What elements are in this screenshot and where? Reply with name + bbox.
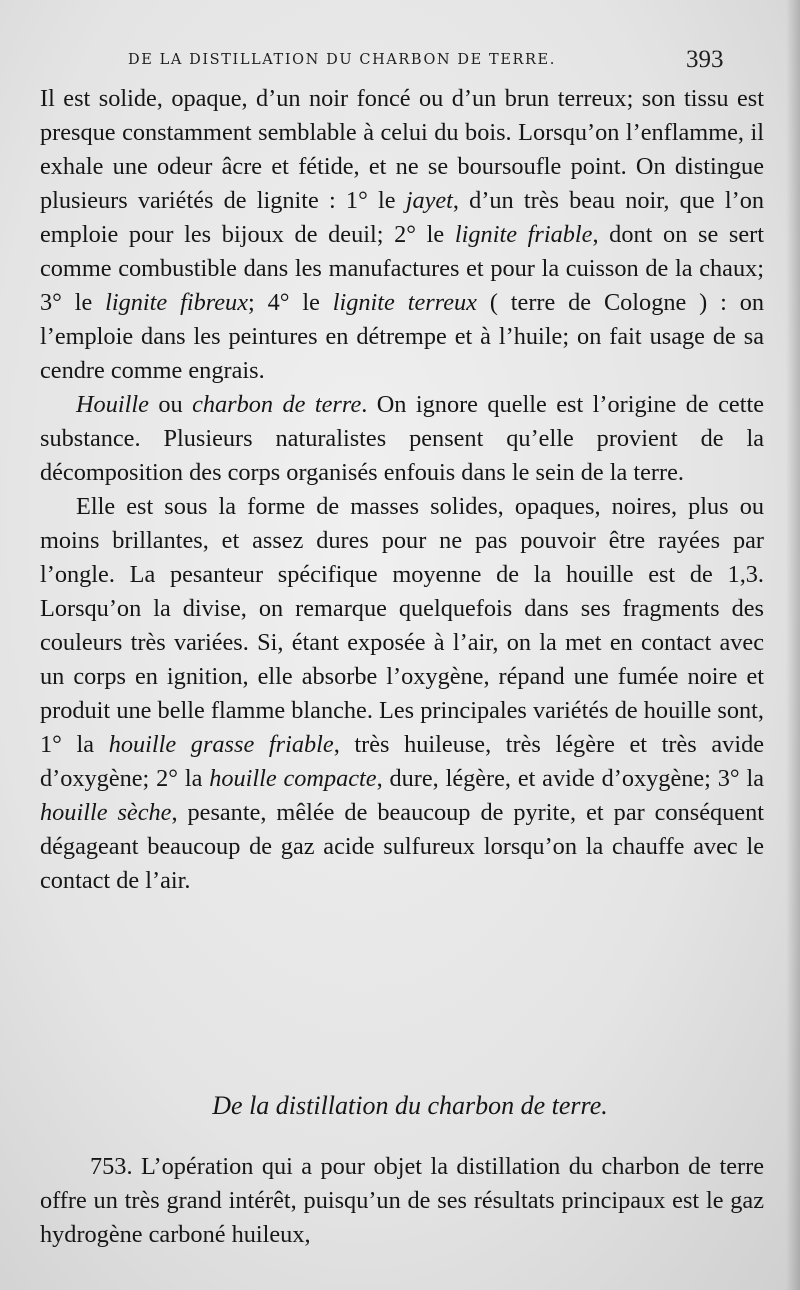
italic-term: jayet [405,187,453,214]
text-run: L’opération qui a pour objet la distillation du charbon de terre offre un très grand intérêt, puisqu’un de ses résultats principaux est le gaz hydrogène carboné huileux, [40,1153,764,1248]
paragraph-lignite [40,82,764,388]
text-run: Il est solide, opaque, d’un noir foncé ou d’un brun terreux; son tissu est presque constamment semblable à celui du bois. Lorsqu’on l’enflamme, il exhale une odeur âcre et fétide, et ne se boursoufle point. On distingue plusieurs variétés de lignite : 1° le [40,85,764,214]
text-run: , dont on se sert comme combustible dans les manufactures et pour la cuisson de la chaux; 3° le [40,221,764,316]
paragraph-houille-properties [40,490,764,898]
italic-term: lignite friable [454,221,593,248]
text-run: ( terre de Cologne ) : on l’emploie dans les peintures en détrempe et à l’huile; on fait usage de sa cendre comme engrais. [40,289,765,384]
italic-term: lignite terreux [332,289,477,316]
italic-term: charbon de terre [192,391,362,418]
page-number: 393 [686,46,724,73]
italic-term: lignite fibreux [105,289,248,316]
text-run: . On ignore quelle est l’origine de cette substance. Plusieurs naturalistes pensent qu’elle provient de la décomposition des corps organisés enfouis dans le sein de la terre. [40,391,765,486]
text-run: , dure, légère, et avide d’oxygène; 3° la [376,765,764,792]
text-run: Elle est sous la forme de masses solides, opaques, noires, plus ou moins brillantes, et assez dures pour ne pas pouvoir être rayées par l’ongle. La pesanteur spécifique moyenne de la houille est de 1,3. Lorsqu’on la divise, on remarque quelquefois dans ses fragments des couleurs très variées. Si, étant exposée à l’air, on la met en contact avec un corps en ignition, elle absorbe l’oxygène, répand une fumée noire et produit une belle flamme blanche. Les principales variétés de houille sont, 1° la [40,493,764,758]
section-heading: De la distillation du charbon de terre. [212,1091,608,1120]
paragraph-houille-origin [40,388,764,490]
text-run: , d’un très beau noir, que l’on emploie pour les bijoux de deuil; 2° le [40,187,765,248]
italic-term: houille sèche [40,799,172,826]
text-run: , pesante, mêlée de beaucoup de pyrite, et par conséquent dégageant beaucoup de gaz acide sulfureux lorsqu’on la chauffe avec le contact de l’air. [40,799,764,894]
italic-term: houille grasse friable [108,731,334,758]
running-title: DE LA DISTILLATION DU CHARBON DE TERRE. [128,52,556,68]
text-run: ; 4° le [248,289,333,316]
body-text [40,82,764,898]
text-run: , très huileuse, très légère et très avide d’oxygène; 2° la [40,731,764,792]
paragraph-number: 753. [90,1153,133,1180]
italic-term: Houille [76,391,149,418]
page-header [0,46,800,74]
text-run: ou [148,391,193,418]
paragraph-753 [40,1150,764,1252]
italic-term: houille compacte [209,765,377,792]
